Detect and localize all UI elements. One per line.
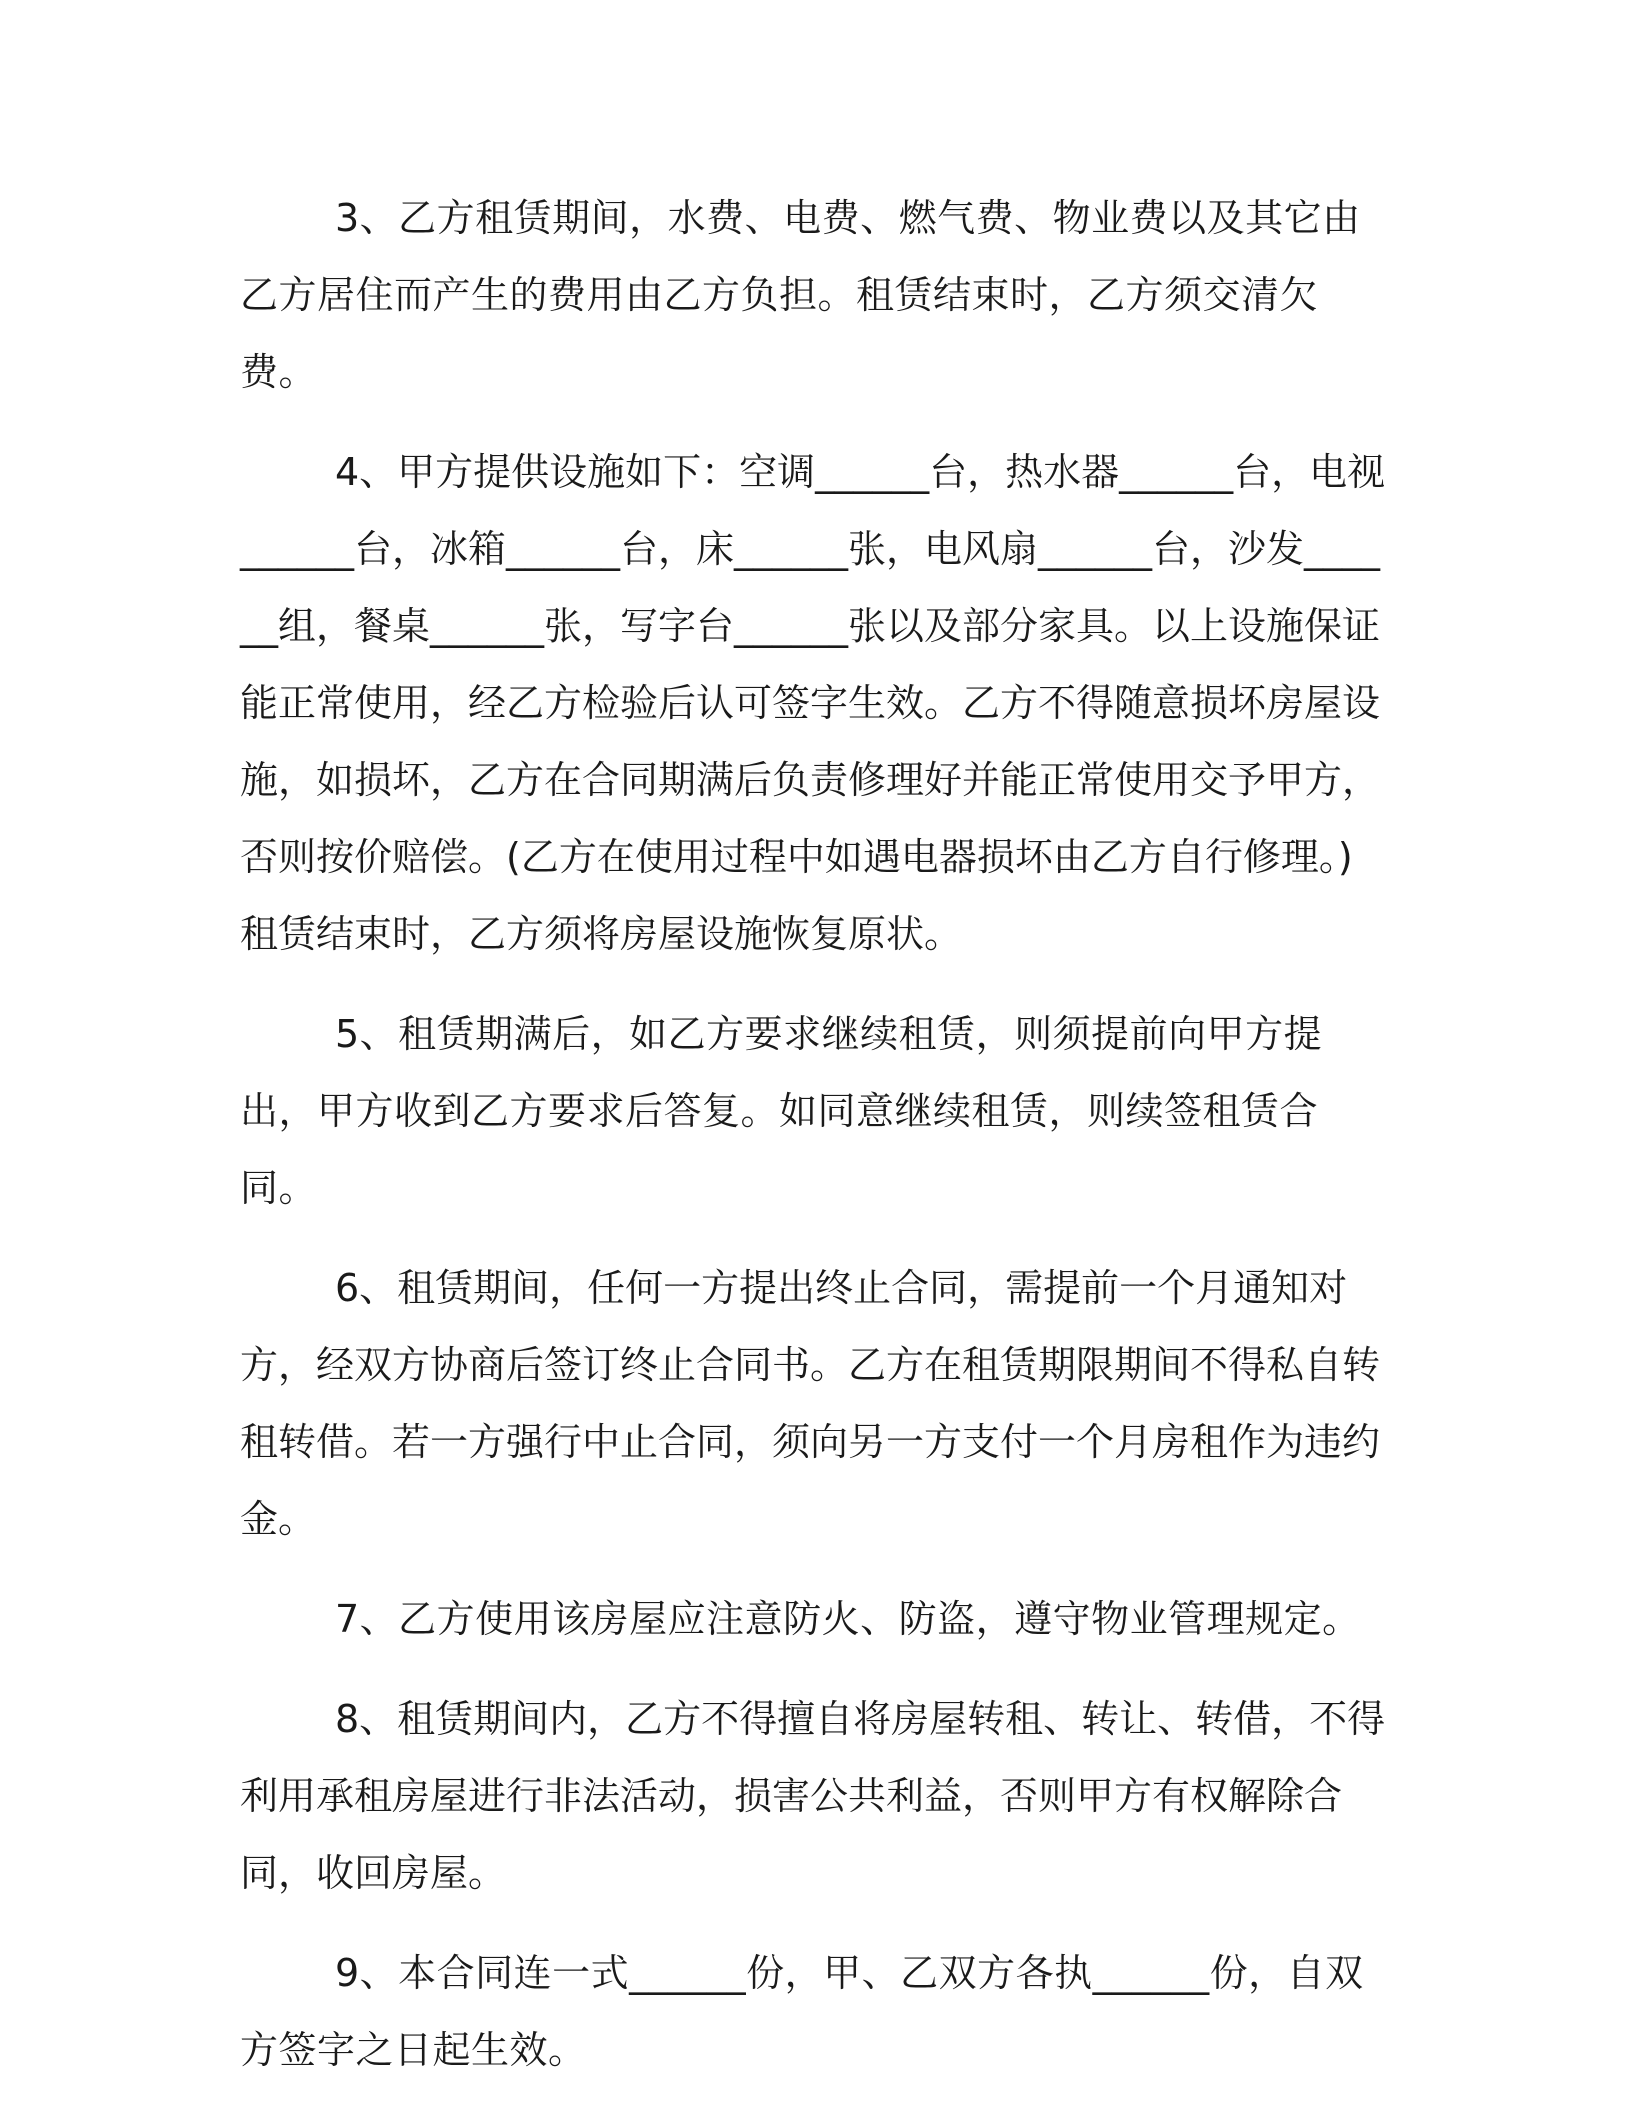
contract-body [240, 180, 1390, 2112]
clause-7: 7、乙方使用该房屋应注意防火、防盗，遵守物业管理规定。 [335, 1597, 1361, 1641]
clause-9: 9、本合同连一式______份，甲、乙双方各执______份，自双方签字之日起生效。 [240, 1951, 1364, 2072]
clause-3: 3、乙方租赁期间，水费、电费、燃气费、物业费以及其它由乙方居住而产生的费用由乙方负担。租赁结束时，乙方须交清欠费。 [240, 196, 1361, 394]
clause-5: 5、租赁期满后，如乙方要求继续租赁，则须提前向甲方提出，甲方收到乙方要求后答复。如同意继续租赁，则续签租赁合同。 [240, 1012, 1323, 1210]
clause-6: 6、租赁期间，任何一方提出终止合同，需提前一个月通知对方，经双方协商后签订终止合同书。乙方在租赁期限期间不得私自转租转借。若一方强行中止合同，须向另一方支付一个月房租作为违约金。 [240, 1266, 1381, 1541]
clause-4: 4、甲方提供设施如下：空调______台，热水器______台，电视______台，冰箱______台，床______张，电风扇______台，沙发______组，餐桌______张，写字台______张以及部分家具。以上设施保证能正常使用，经乙方检验后认可签字生效。乙方不得随意损坏房屋设施，如损坏，乙方在合同期满后负责修理好并能正常使用交予甲方，否则按价赔偿。(乙方在使用过程中如遇电器损坏由乙方自行修理。)租赁结束时，乙方须将房屋设施恢复原状。 [240, 450, 1386, 956]
clause-8: 8、租赁期间内，乙方不得擅自将房屋转租、转让、转借，不得利用承租房屋进行非法活动，损害公共利益，否则甲方有权解除合同，收回房屋。 [240, 1697, 1386, 1895]
